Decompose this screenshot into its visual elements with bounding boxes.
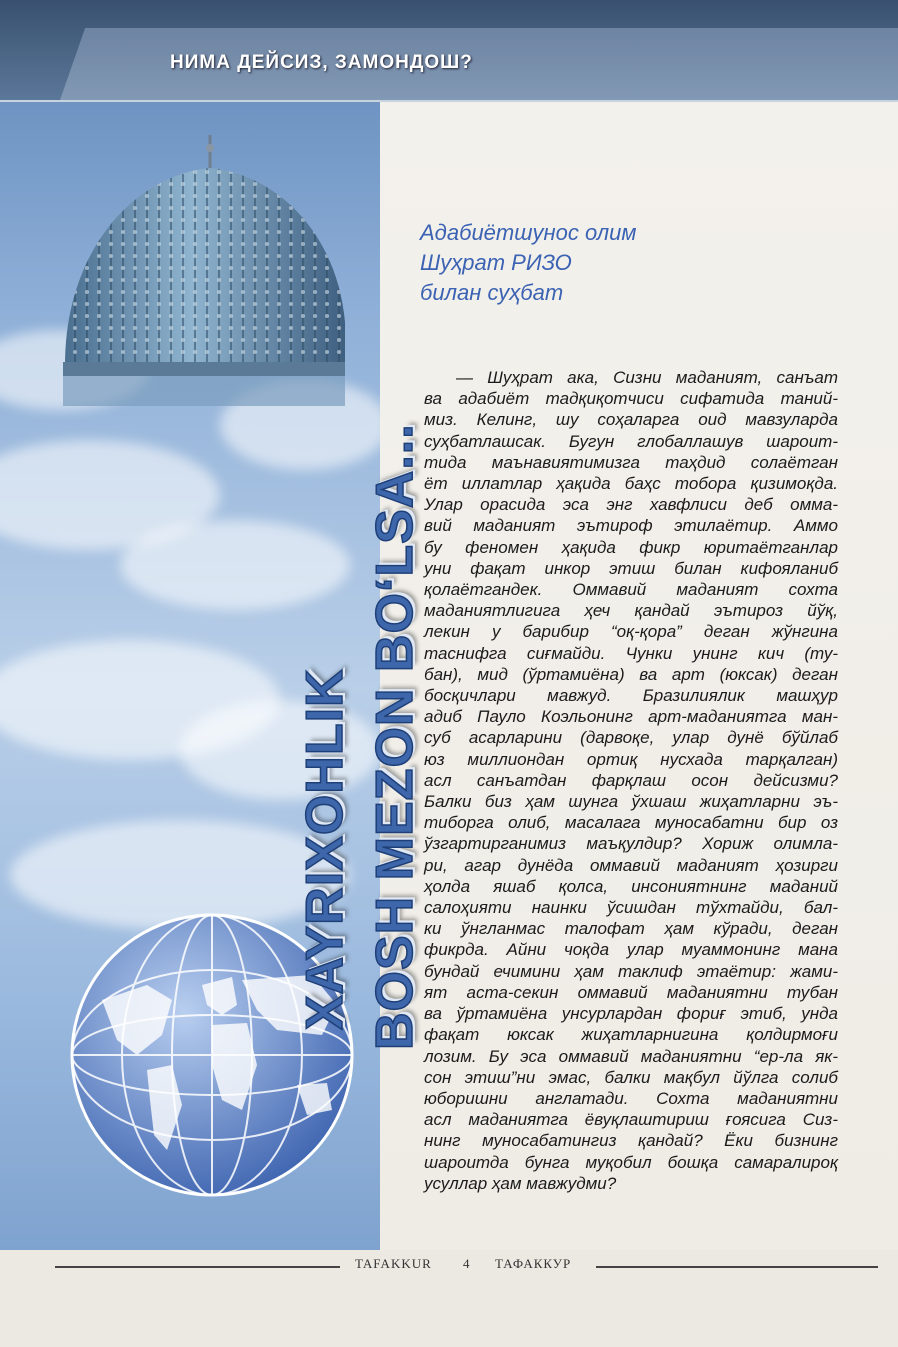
body-line: ки ўнгланмас талофат ҳам кўради, деган	[424, 919, 838, 939]
page-footer	[0, 1255, 898, 1285]
article-title-line-1: XAYRIXOHLIK	[296, 668, 354, 1030]
body-line: бу феномен ҳақида фикр юритаётганлар	[424, 537, 838, 557]
footer-right-label: ТАФАККУР	[495, 1256, 572, 1271]
body-line: ҳолда яшаб қолса, инсониятнинг маданий	[424, 876, 838, 896]
body-line: юз миллиондан ортиқ нусхада тарқалган)	[424, 749, 838, 769]
body-line: вий маданият эътироф этилаётир. Аммо	[424, 516, 838, 536]
body-line: бан), мид (ўртамиёна) ва арт (юксак) деган	[424, 664, 838, 684]
body-line: миз. Келинг, шу соҳаларга оид мавзуларда	[424, 410, 838, 430]
body-line: лекин у барибир “оқ-қора” деган жўнгина	[424, 622, 838, 642]
section-title: НИМА ДЕЙСИЗ, ЗАМОНДОШ?	[170, 52, 473, 73]
body-line: қолаётгандек. Оммавий маданият сохта	[424, 580, 838, 600]
article-title-line-2: BOSH MEZON BO‘LSA...	[366, 423, 424, 1050]
body-line: ўзгартирганимиз маъқулдир? Хориж олимла-	[424, 834, 838, 854]
page-number: 4	[463, 1256, 471, 1271]
interview-intro	[420, 218, 636, 308]
body-line: усуллар ҳам мавжудми?	[424, 1173, 617, 1193]
body-line: суҳбатлашсак. Бугун глобаллашув шароит-	[424, 431, 838, 451]
body-line: асл маданиятга ёвуқлаштириш ғоясига Сиз-	[424, 1110, 838, 1130]
intro-line: Адабиётшунос олим	[420, 220, 637, 245]
body-line: тиборга олиб, масалага муносабатни бир оз	[424, 813, 838, 833]
body-line: ва ўртамиёна унсурлардан фориғ этиб, унда	[424, 1004, 838, 1024]
body-line: юборишни англатади. Сохта маданиятни	[424, 1088, 838, 1108]
body-line: асл санъатдан фарқлаш осон дейсизми?	[424, 770, 838, 790]
header-band	[0, 0, 898, 102]
body-line: ёт иллатлар ҳақида баҳс тобора қизимоқда.	[424, 474, 838, 494]
intro-line: Шуҳрат РИЗО	[420, 250, 572, 275]
body-line: бундай ечимини ҳам таклиф этаётир: жами-	[424, 961, 838, 981]
body-line: суб асарларини (дарвоқе, улар дунё бўйлаб	[424, 728, 838, 748]
body-line: таснифга сиғмайди. Чунки унинг кич (ту-	[424, 643, 838, 663]
article-body	[424, 367, 838, 1194]
body-line: тида маънавиятимизга таҳдид солаётган	[424, 452, 838, 472]
body-line: фикрда. Айни чоқда улар муаммонинг мана	[424, 940, 838, 960]
body-line: салоҳияти наинки ўсишдан тўхтайди, бал-	[424, 898, 838, 918]
body-line: ри, агар дунёда оммавий маданият ҳозирги	[424, 855, 838, 875]
article-title	[292, 350, 428, 1050]
footer-rule-right	[596, 1266, 878, 1268]
body-line: уни фақат инкор этиш билан кифояланиб	[424, 558, 838, 578]
body-line: сон этиш”ни эмас, балки мақбул йўлга солиб	[424, 1067, 838, 1087]
footer-left-label: TAFAKKUR	[355, 1256, 432, 1271]
body-line: Балки биз ҳам шунга ўхшаш жиҳатларни эъ-	[424, 792, 838, 812]
body-line: маданиятлигига ҳеч қандай эътироз йўқ,	[424, 601, 838, 621]
intro-line: билан суҳбат	[420, 280, 564, 305]
footer-rule-left	[55, 1266, 340, 1268]
body-line: ят аста-секин оммавий маданиятни тубан	[424, 982, 838, 1002]
body-line: Улар орасида эса энг хавфлиси деб омма-	[424, 495, 838, 515]
body-line: босқичлари мавжуд. Бразилиялик машҳур	[424, 686, 838, 706]
body-line: шароитда бунга муқобил бошқа самаралироқ	[424, 1152, 838, 1172]
body-line: — Шуҳрат ака, Сизни маданият, санъат	[456, 368, 838, 387]
body-line: лозим. Бу эса оммавий маданиятни “ер-ла як-	[424, 1046, 838, 1066]
body-line: нинг муносабатингиз қандай? Ёки бизнинг	[424, 1131, 838, 1151]
body-line: фақат юксак жиҳатларнигина қолдирмоғи	[424, 1025, 838, 1045]
body-line: адиб Пауло Коэльонинг арт-маданиятга ман-	[424, 707, 838, 727]
body-line: ва адабиёт тадқиқотчиси сифатида таний-	[424, 389, 838, 409]
